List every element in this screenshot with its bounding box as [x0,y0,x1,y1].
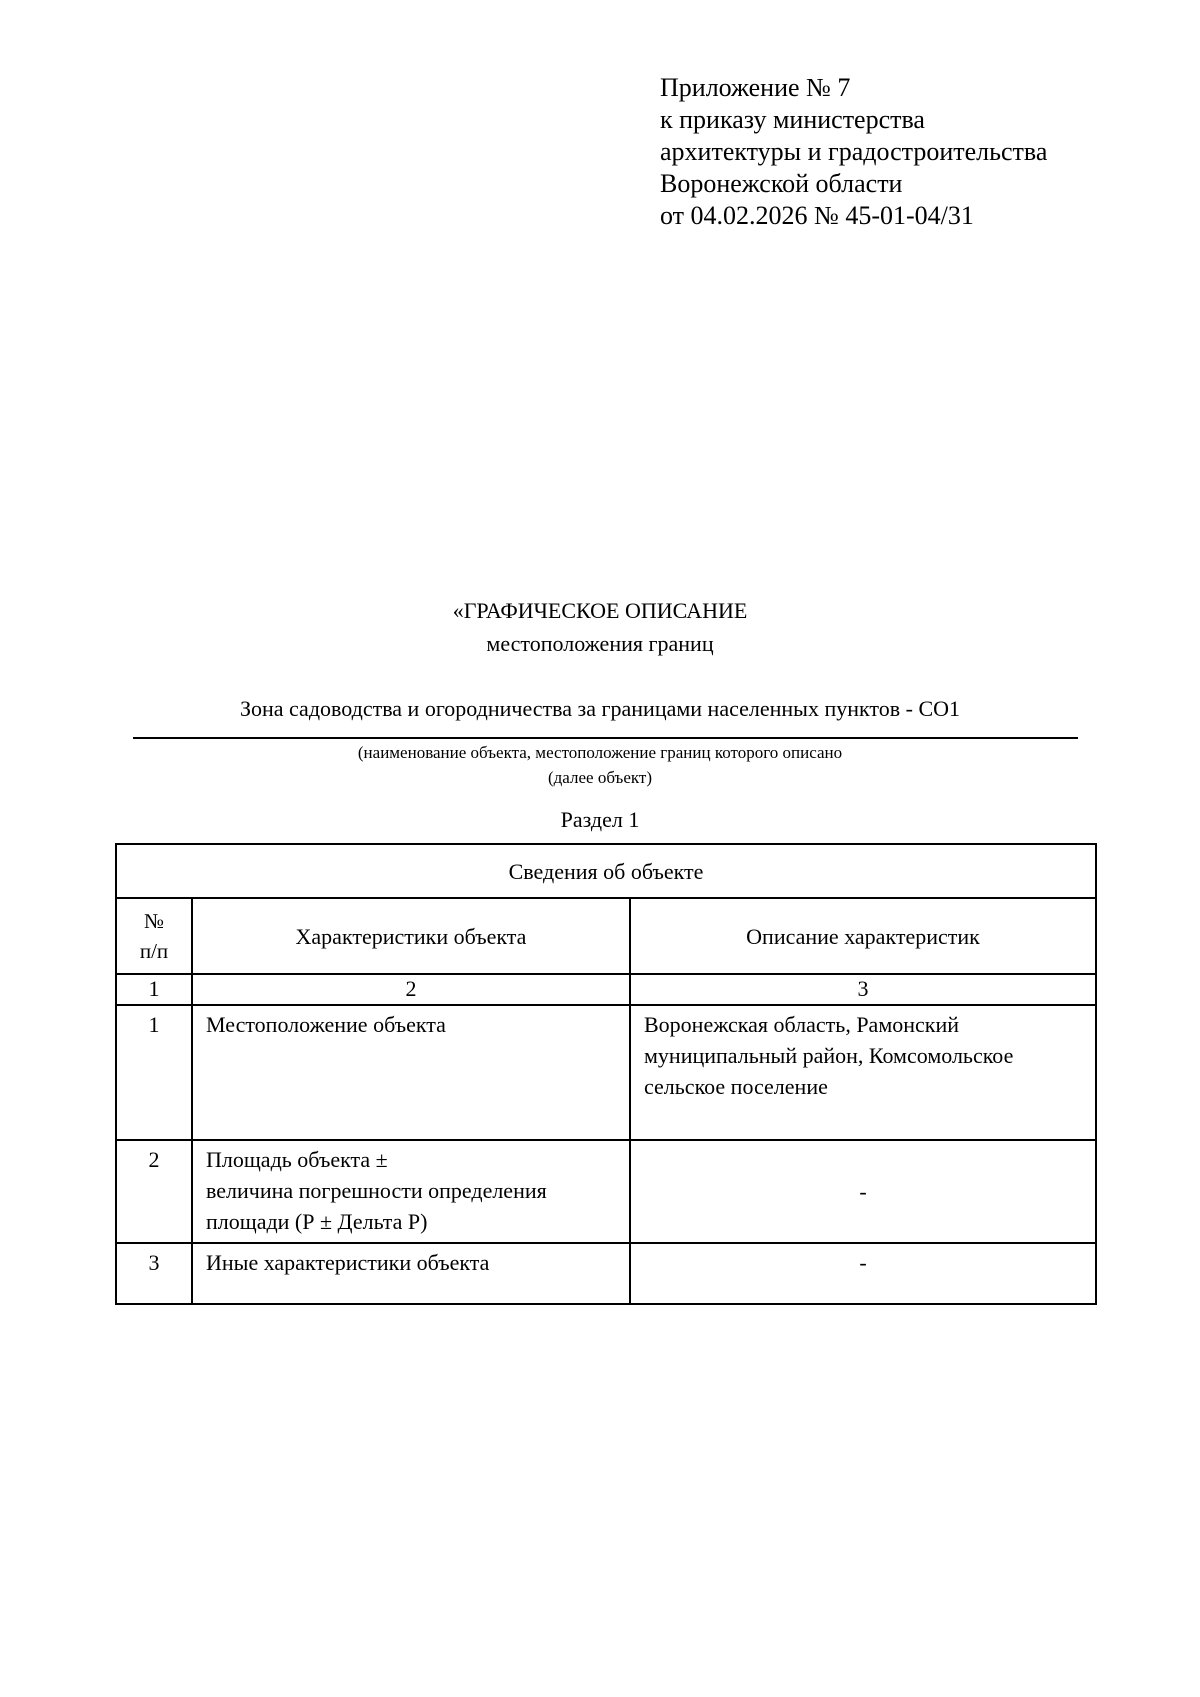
appendix-date-number: от 04.02.2026 № 45-01-04/31 [660,201,974,230]
object-info-table [115,843,1097,1305]
table-row [116,1243,1096,1304]
appendix-ministry: архитектуры и градостроительства [660,137,1048,166]
column-number-row [116,974,1096,1005]
header-characteristics: Характеристики объекта [192,898,630,974]
row-characteristic: Иные характеристики объекта [192,1243,630,1304]
appendix-number: Приложение № 7 [660,73,851,102]
characteristic-line: величина погрешности определения [206,1178,547,1203]
header-number-abbrev: п/п [139,939,169,963]
object-name-caption: (наименование объекта, местоположение границ которого описано [357,743,843,762]
characteristic-line: Площадь объекта ± [206,1147,388,1172]
row-description: - [630,1243,1096,1304]
row-description [630,1005,1096,1140]
row-number: 1 [116,1005,192,1140]
document-title: «ГРАФИЧЕСКОЕ ОПИСАНИЕ [452,598,748,623]
object-name-underline [133,737,1078,739]
section-label: Раздел 1 [560,807,640,832]
description-line: Воронежская область, Рамонский [644,1012,960,1037]
description-line: сельское поселение [644,1074,828,1099]
row-characteristic: Местоположение объекта [192,1005,630,1140]
row-number: 2 [116,1140,192,1243]
appendix-order-ref: к приказу министерства [660,105,925,134]
appendix-header [660,72,1047,232]
appendix-region: Воронежской области [660,169,903,198]
row-description: - [630,1140,1096,1243]
column-number: 1 [116,974,192,1005]
table-row [116,1140,1096,1243]
table-row [116,1005,1096,1140]
object-name: Зона садоводства и огородничества за границами населенных пунктов - СО1 [239,696,961,721]
row-number: 3 [116,1243,192,1304]
row-characteristic [192,1140,630,1243]
characteristic-line: площади (Р ± Дельта Р) [206,1209,428,1234]
header-description: Описание характеристик [630,898,1096,974]
object-name-caption-continued: (далее объект) [547,768,653,787]
header-number-symbol: № [143,909,165,933]
table-caption: Сведения об объекте [116,844,1096,898]
description-line: муниципальный район, Комсомольское [644,1043,1014,1068]
column-number: 3 [630,974,1096,1005]
header-number [116,898,192,974]
column-number: 2 [192,974,630,1005]
document-subtitle: местоположения границ [486,631,714,656]
